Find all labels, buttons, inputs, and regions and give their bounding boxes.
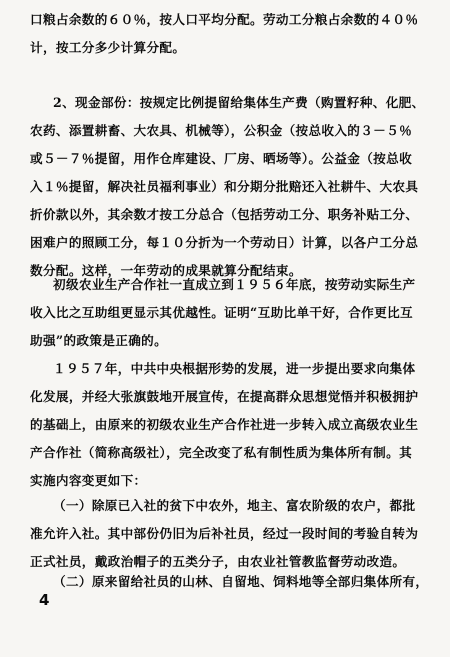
text-line: 收入比之互助组更显示其优越性。证明“互助比单干好，合作更比互 bbox=[30, 305, 413, 320]
paragraph-1 bbox=[30, 6, 430, 62]
text-line: （一）除原已入社的贫下中农外，地主、富农阶级的农户，都批 bbox=[53, 498, 416, 513]
text-line: 入１％提留，解决社员福利事业）和分期分批赔还入社耕牛、大农具 bbox=[30, 179, 419, 194]
text-line: １９５７年，中共中央根据形势的发展，进一步提出要求向集体 bbox=[53, 361, 416, 376]
text-line: 助强”的政策是正确的。 bbox=[30, 333, 168, 348]
text-line: 折价款以外，其余数才按工分总合（包括劳动工分、职务补贴工分、 bbox=[30, 207, 419, 222]
text-line: 农药、添置耕畜、大农具、机械等），公积金（按总收入的３－５％ bbox=[30, 123, 413, 138]
text-line: 化发展，并经大张旗鼓地开展宣传，在提高群众思想觉悟并积极拥护 bbox=[30, 389, 419, 404]
text-line: 准允许入社。其中部份仍旧为后补社员，经过一段时间的考验自转为 bbox=[30, 526, 419, 541]
text-line: 2、现金部份：按规定比例提留给集体生产费（购置籽种、化肥、 bbox=[53, 95, 425, 110]
text-line: （二）原来留给社员的山林、自留地、饲料地等全部归集体所有， bbox=[53, 574, 429, 589]
text-line: 口粮占余数的６０％，按人口平均分配。劳动工分粮占余数的４０％ bbox=[30, 12, 419, 27]
paragraph-4 bbox=[30, 355, 430, 495]
text-line: 产合作社（简称高级社），完全改变了私有制性质为集体所有制。其 bbox=[30, 445, 413, 460]
paragraph-2 bbox=[30, 89, 430, 285]
text-line: 或５－７％提留，用作仓库建设、厂房、晒场等）。公益金（按总收 bbox=[30, 151, 413, 166]
text-line: 的基础上，由原来的初级农业生产合作社进一步转入成立高级农业生 bbox=[30, 417, 419, 432]
text-line: 初级农业生产合作社一直成立到１９５６年底，按劳动实际生产 bbox=[53, 277, 416, 292]
text-line: 实施内容变更如下： bbox=[30, 473, 147, 488]
text-line: 计，按工分多少计算分配。 bbox=[30, 40, 186, 55]
text-line: 正式社员，戴政治帽子的五类分子，由农业社管教监督劳动改造。 bbox=[30, 554, 406, 569]
page-number: 4 bbox=[39, 591, 50, 609]
paragraph-6 bbox=[30, 568, 430, 596]
text-line: 困难户的照顾工分，每１０分折为一个劳动日）计算，以各户工分总 bbox=[30, 235, 419, 250]
paragraph-5 bbox=[30, 492, 430, 576]
paragraph-3 bbox=[30, 271, 430, 355]
text-line: 数分配。这样，一年劳动的成果就算分配结束。 bbox=[30, 263, 302, 278]
